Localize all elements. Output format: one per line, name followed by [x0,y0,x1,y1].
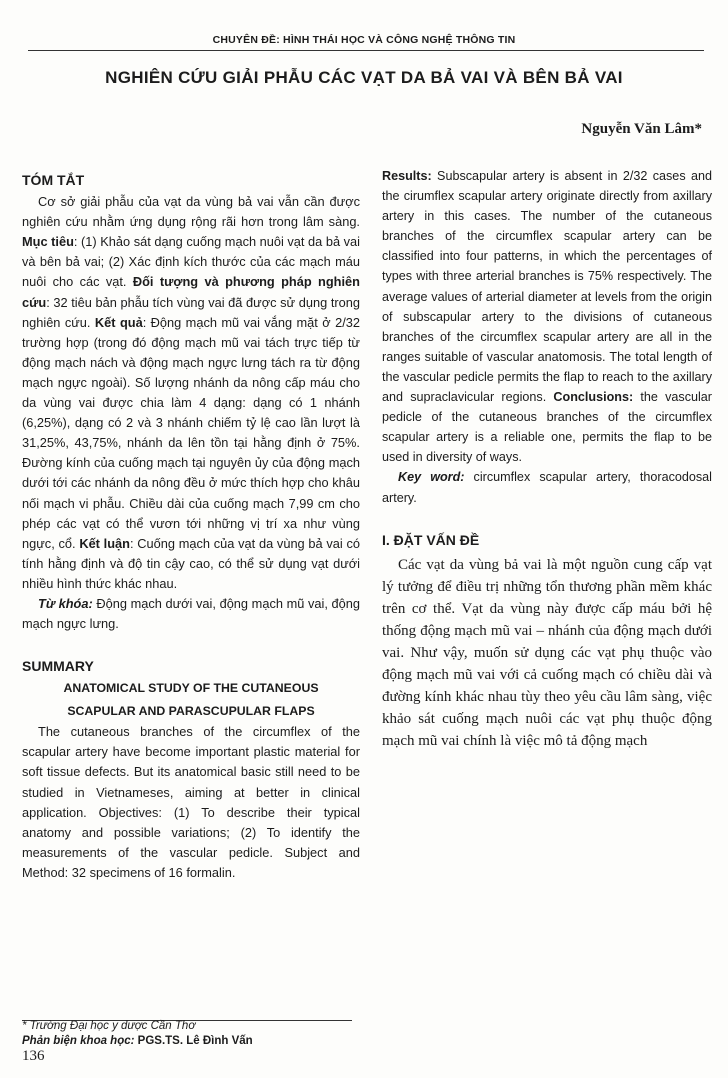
page-number: 136 [22,1048,45,1064]
key-word-label: Key word: [398,470,465,485]
results-text: Subscapular artery is absent in 2/32 cases and the cirumflex scapular artery originate directly from axillary artery in this cases. The number of the cutaneous branches of the circumflex scapular artery can be classified into four patterns, in which the percentages of types with three arterial branches is 75% respectively. The average values of arterial diameter at levels from the origin of subscapular artery to the divisions of cutaneous branches of the circumflex scapular artery are all in the ranges suitable of vascular anatomosis. The total length of the vascular pedicle permits the flap to reach to the axillary and supraclavicular regions. [382,169,712,405]
right-column [382,166,712,753]
footnote [22,1019,253,1049]
summary-subtitle-line2: SCAPULAR AND PARASCUPULAR FLAPS [67,704,315,719]
reviewer-label: Phản biện khoa học: [22,1035,135,1047]
summary-heading: SUMMARY [22,658,94,675]
doi-tuong-text: : 32 tiêu bản phẫu tích vùng vai đã được sử dụng trong nghiên cứu. [22,294,360,330]
left-column [22,166,360,883]
abstract-vi-intro: Cơ sở giải phẫu của vạt da vùng bả vai vẫn cần được nghiên cứu nhằm ứng dụng rộng rãi hơn trong lâm sàng. [22,194,360,230]
muc-tieu-text: : (1) Khảo sát dạng cuống mạch nuôi vạt da bả vai và bên bả vai; (2) Xác định kích thước của các mạch máu nuôi cho các vạt. [22,234,361,290]
tu-khoa-label: Từ khóa: [38,595,93,611]
header-rule [28,50,704,51]
abstract-vi-heading: TÓM TẮT [22,172,85,188]
footnote-affiliation: * Trường Đại học y dược Cần Thơ [22,1020,196,1032]
ket-qua-label: Kết quả [94,314,143,330]
summary-body-cont [382,166,712,467]
abstract-vi-body [22,192,360,594]
key-word-text: circumflex scapular artery, thoracodosal artery. [382,470,712,505]
intro-heading: I. ĐẶT VẤN ĐỀ [382,531,480,548]
summary-intro: The cutaneous branches of the circumflex of the scapular artery have become important plastic material for soft tissue defects. But its anatomical basic still need to be studied in Vietnameses, aiming at better in clinical application. Objectives: (1) To describe their typical anatomy and possible variations; (2) To identify the measurements of the vascular pedicle. Subject and Method: 32 specimens of 16 formalin. [22,724,360,880]
ket-qua-text: : Động mạch mũ vai vắng mặt ở 2/32 trường hợp (trong đó động mạch mũ vai tách trực tiếp từ động mạch nách và động mạch ngực lưng tách ra từ động mạch ngực ngoài). Số lượng nhánh da nông cấp máu cho da vùng vai được chia làm 4 dạng: dạng có 1 nhánh (6,25%), dạng có 2 và 3 nhánh chiếm tỷ lệ cao lần lượt là 31,25%, 43,75%, nhánh da lên tồn tại hằng định ở 75%. Đường kính của cuống mạch tại nguyên ủy của động mạch dưới tới các nhánh da nông đều ở mức thích hợp cho khâu nối mạch vi phẫu. Chiều dài của cuống mạch 7,99 cm cho phép các vạt có thể vươn tới những vị trí xa như vùng ngực, cổ. [22,314,360,551]
doi-tuong-label: Đối tượng và phương pháp nghiên cứu [22,274,360,310]
tu-khoa-line [22,594,360,634]
running-header: CHUYÊN ĐỀ: HÌNH THÁI HỌC VÀ CÔNG NGHỆ THÔNG TIN [212,34,516,46]
reviewer-name: PGS.TS. Lê Đình Vấn [134,1035,253,1047]
footnote-reviewer [22,1034,253,1049]
paper-title: NGHIÊN CỨU GIẢI PHẪU CÁC VẠT DA BẢ VAI VÀ BÊN BẢ VAI [105,68,623,87]
key-word-line [382,467,712,507]
conclusions-label: Conclusions: [553,390,634,405]
intro-body: Các vạt da vùng bả vai là một nguồn cung cấp vạt lý tưởng để điều trị những tổn thương phần mềm khác trên cơ thể. Vạt da vùng này được cấp máu bởi hệ thống động mạch mũ vai – nhánh của động mạch dưới vai. Như vậy, muốn sử dụng các vạt phụ thuộc vào động mạch mũ vai với cả cuống mạch có chiều dài và đường kính khác nhau tùy theo yêu cầu lâm sàng, việc khảo sát cuống mạch nuôi các vạt phụ thuộc động mạch mũ vai chính là việc mô tả động mạch [382,556,712,750]
summary-subtitle-line1: ANATOMICAL STUDY OF THE CUTANEOUS [63,681,319,696]
ket-luan-text: : Cuống mạch của vạt da vùng bả vai có tính hằng định và độ tin cậy cao, có thể sử dụng vạt dưới nhiều hình thức khác nhau. [22,535,361,591]
results-label: Results: [382,169,432,183]
conclusions-text: the vascular pedicle of the cutaneous branches of the circumflex scapular artery is a reliable one, permits the flap to be used in diversity of ways. [382,390,712,465]
tu-khoa-text: Động mạch dưới vai, động mạch mũ vai, động mạch ngực lưng. [22,595,361,632]
author: Nguyễn Văn Lâm* [581,121,702,137]
summary-body-start [22,722,360,883]
muc-tieu-label: Mục tiêu [22,234,74,250]
ket-luan-label: Kết luận [79,535,130,551]
